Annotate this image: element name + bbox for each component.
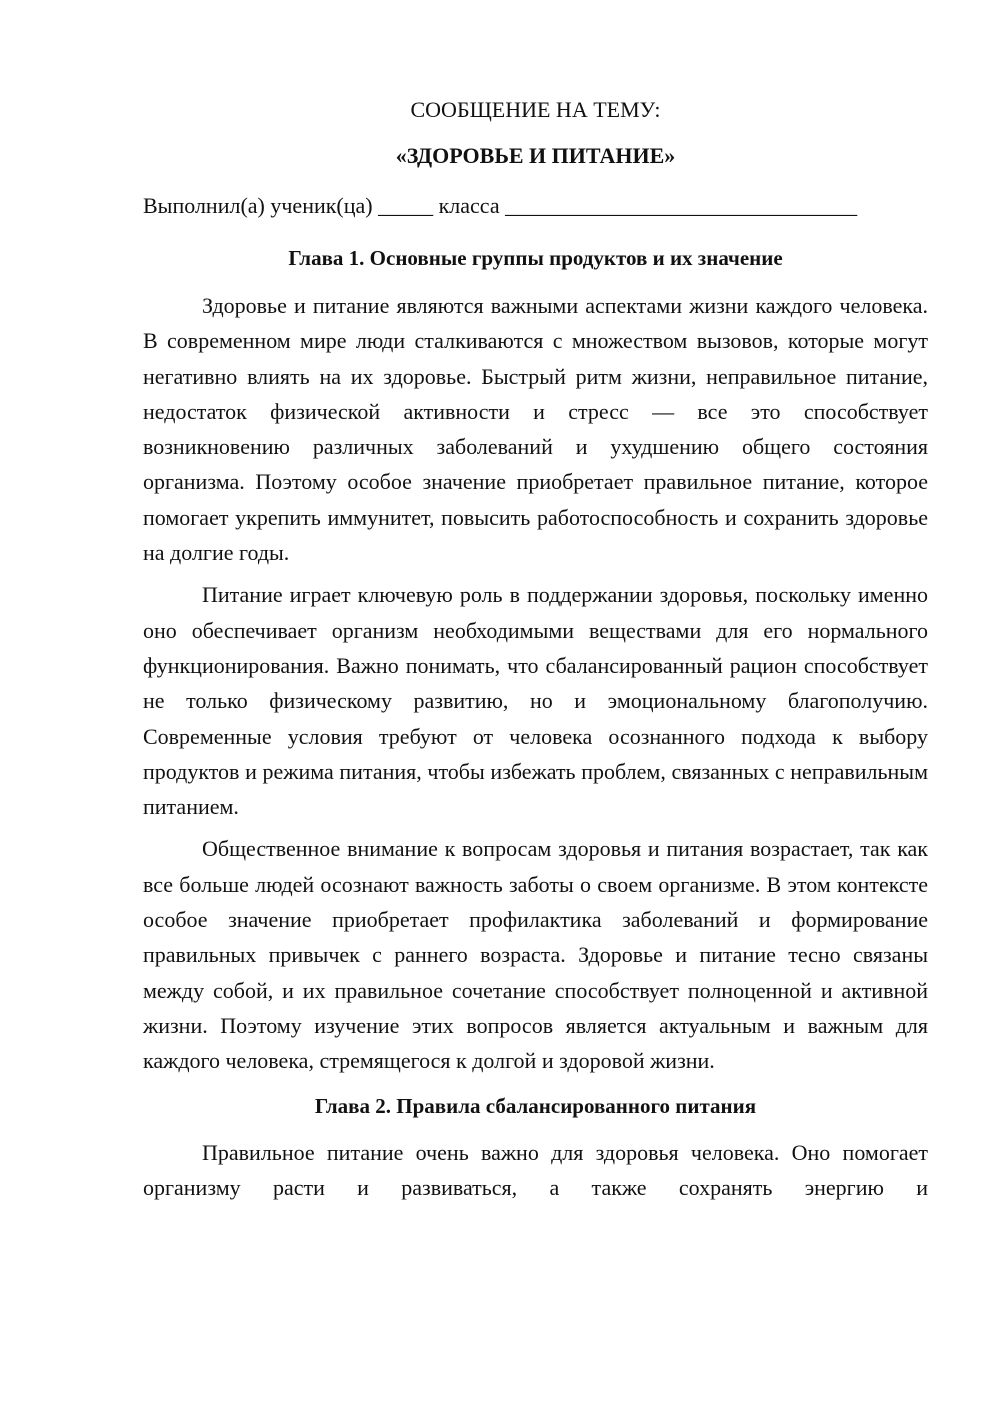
chapter-1-heading: Глава 1. Основные группы продуктов и их значение	[288, 246, 783, 270]
document-title-line-2: «ЗДОРОВЬЕ И ПИТАНИЕ»	[395, 143, 676, 168]
chapter-1-paragraph: Питание играет ключевую роль в поддержании здоровья, поскольку именно оно обеспечивает организм необходимыми веществами для его нормального функционирования. Важно понимать, что сбалансированный рацион способствует не только физическому развитию, но и эмоциональному благополучию. Современные условия требуют от человека осознанного подхода к выбору продуктов и режима питания, чтобы избежать проблем, связанных с неправильным питанием.	[143, 582, 928, 820]
chapter-2-paragraph: Правильное питание очень важно для здоровья человека. Оно помогает организму расти и развиваться, а также сохранять энергию и	[143, 1139, 928, 1200]
chapter-1-paragraph: Общественное внимание к вопросам здоровья и питания возрастает, так как все больше людей осознают важность заботы о своем организме. В этом контексте особое значение приобретает профилактика заболеваний и формирование правильных привычек с раннего возраста. Здоровье и питание тесно связаны между собой, и их правильное сочетание способствует полноценной и активной жизни. Поэтому изучение этих вопросов является актуальным и важным для каждого человека, стремящегося к долгой и здоровой жизни.	[143, 836, 928, 1074]
chapter-2-heading: Глава 2. Правила сбалансированного питания	[314, 1093, 757, 1118]
chapter-1-paragraph: Здоровье и питание являются важными аспектами жизни каждого человека. В современном мире люди сталкиваются с множеством вызовов, которые могут негативно влиять на их здоровье. Быстрый ритм жизни, неправильное питание, недостаток физической активности и стресс — все это способствует возникновению различных заболеваний и ухудшению общего состояния организма. Поэтому особое значение приобретает правильное питание, которое помогает укрепить иммунитет, повысить работоспособность и сохранить здоровье на долгие годы.	[143, 293, 928, 566]
author-line: Выполнил(а) ученик(ца) _____ класса ________________________________	[143, 193, 858, 218]
document-page	[143, 95, 928, 1212]
document-title-line-1: СООБЩЕНИЕ НА ТЕМУ:	[410, 97, 661, 122]
